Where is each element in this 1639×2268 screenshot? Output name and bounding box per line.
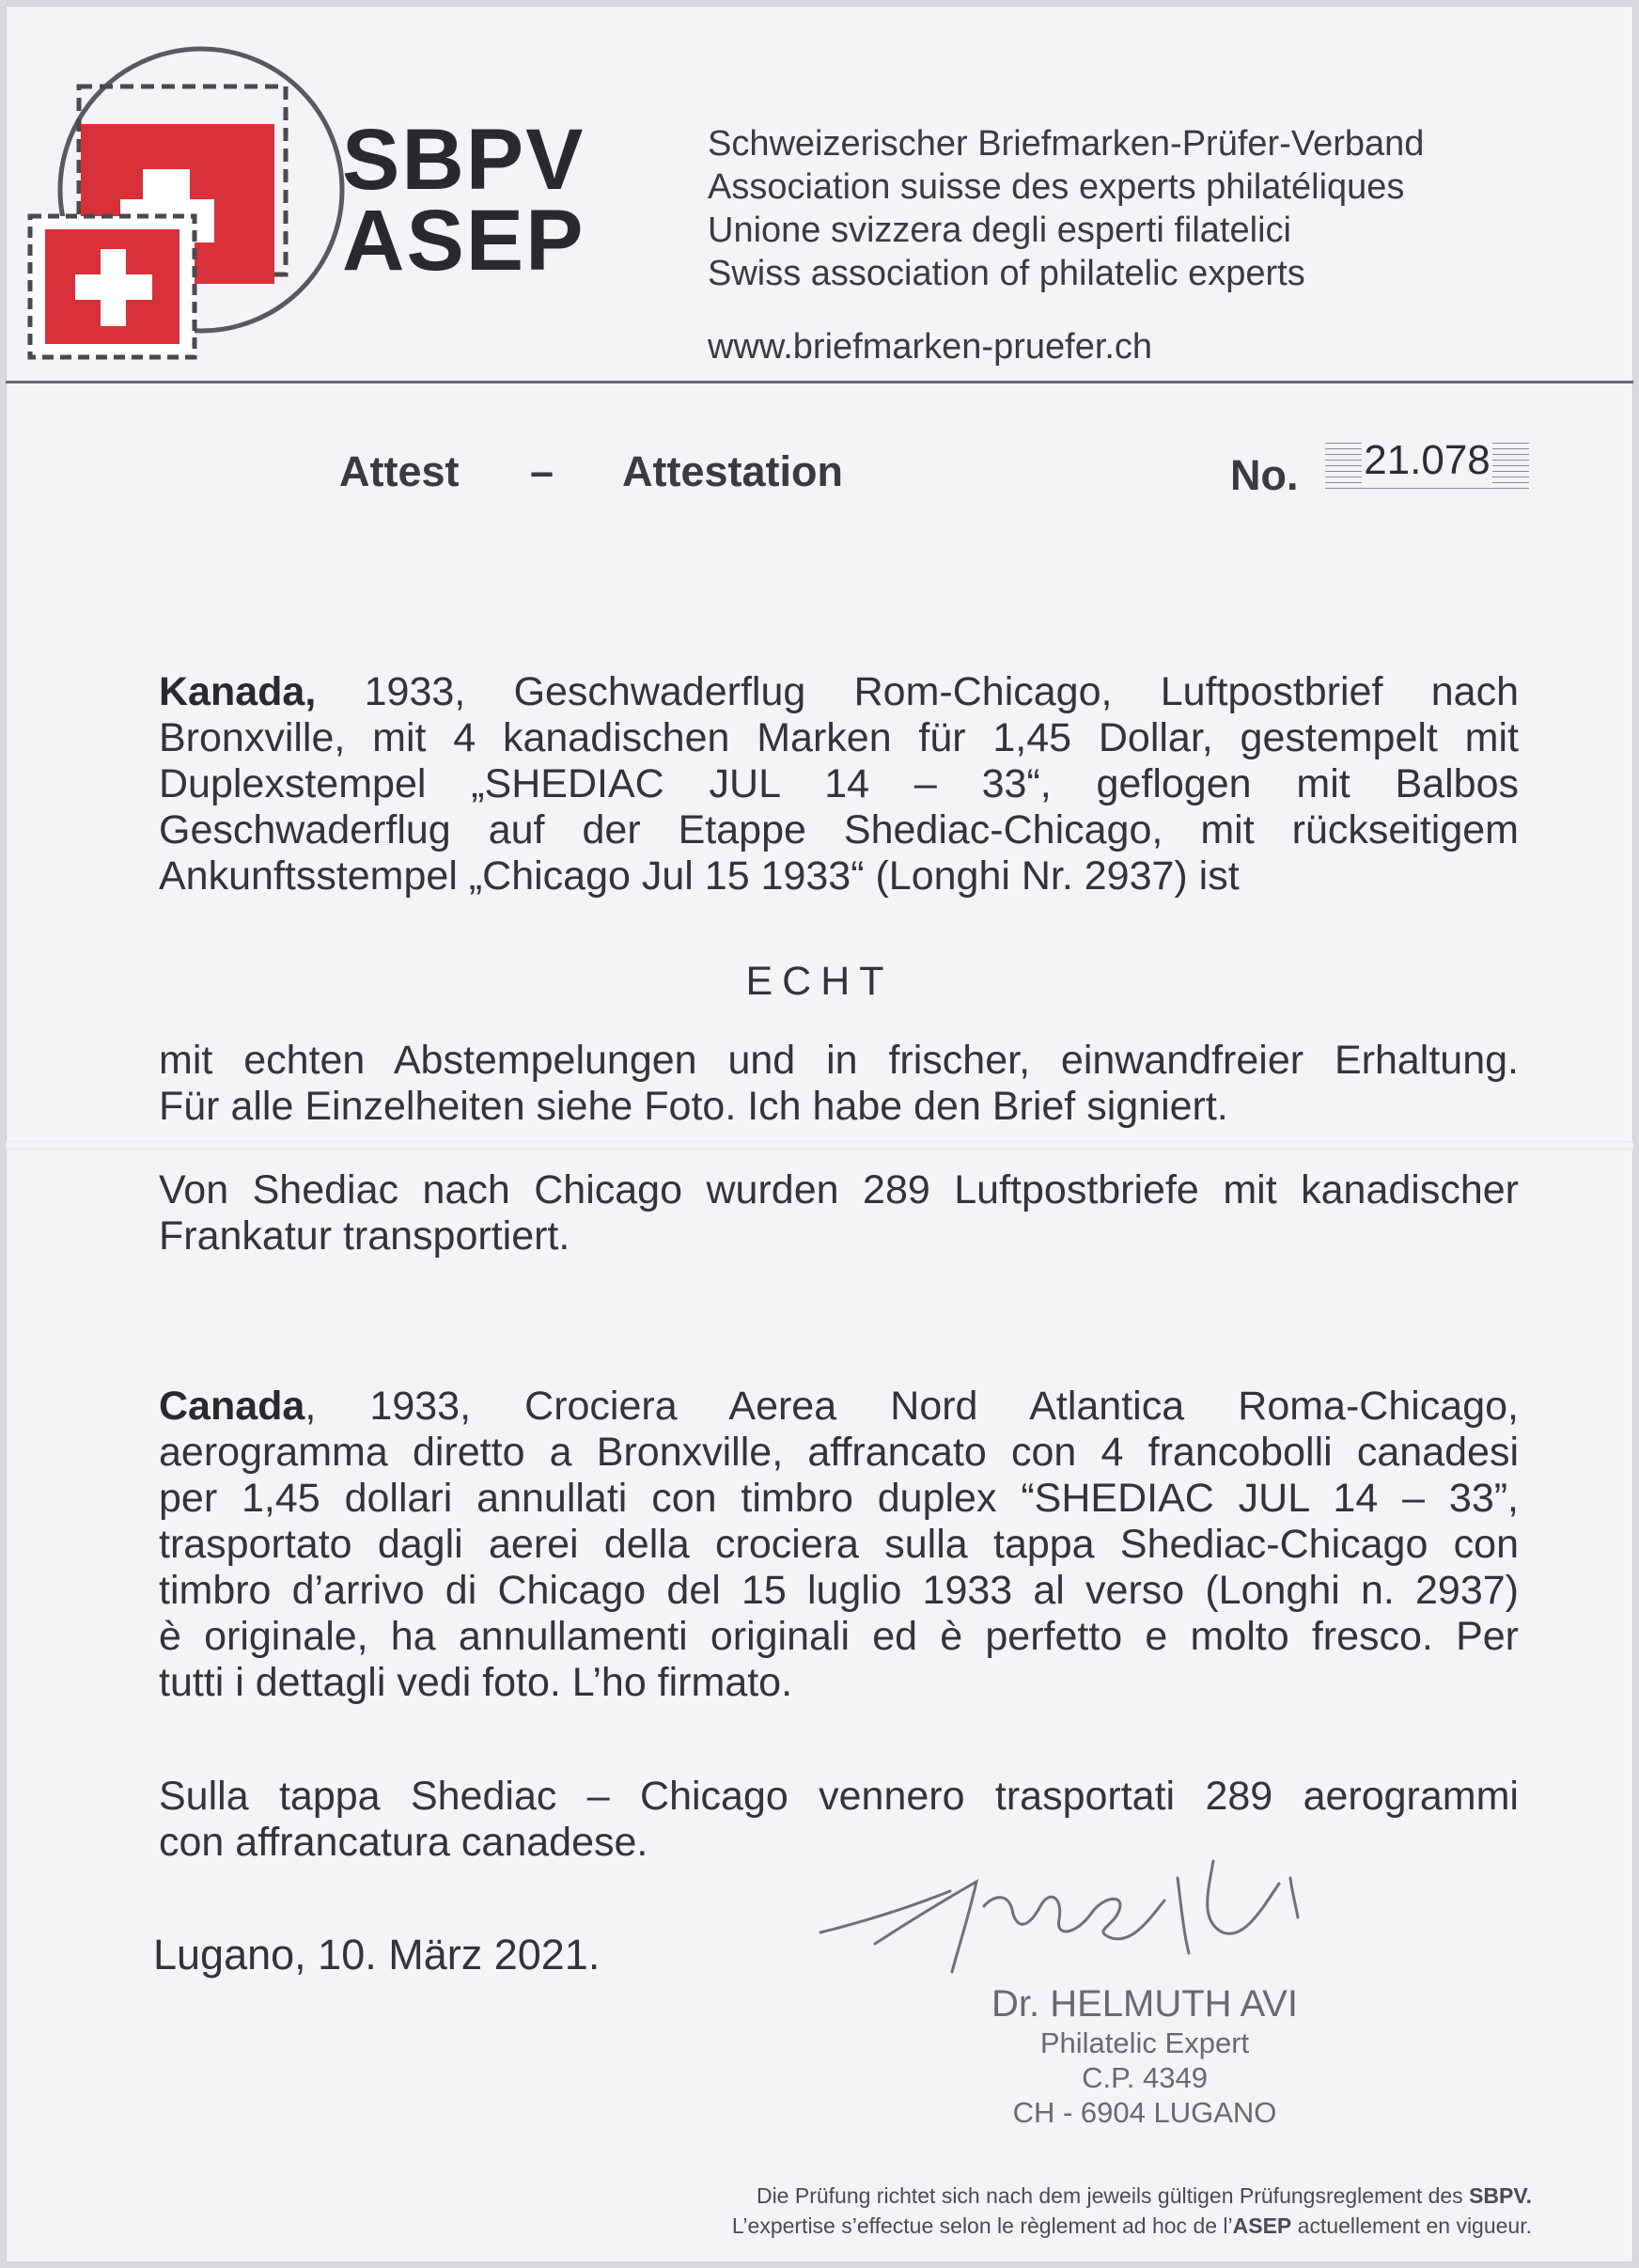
signer-block [947, 1982, 1342, 2130]
footer-line-fr: L’expertise s’effectue selon le règlement ad hoc de l’ASEP actuellement en vigueur. [731, 2213, 1532, 2238]
website-url: www.briefmarken-pruefer.ch [708, 327, 1153, 367]
association-names [708, 122, 1424, 295]
brand-sbpv: SBPV [342, 112, 585, 208]
italian-note-line-1: Sulla tappa Shediac – Chicago vennero trasportati 289 aerogrammi [159, 1774, 1519, 1819]
signer-name: Dr. HELMUTH AVI [991, 1983, 1298, 2025]
german-note [159, 1167, 1519, 1259]
assoc-name-it: Unione svizzera degli esperti filatelici [708, 211, 1291, 250]
german-condition [159, 1038, 1519, 1130]
title-dash: – [530, 447, 554, 495]
brand-acronyms [342, 112, 585, 289]
german-line-2: Bronxville, mit 4 kanadischen Marken für 1,45 Dollar, gestempelt mit [159, 715, 1519, 760]
attest-number-label: No. [1230, 451, 1299, 499]
signer-title: Philatelic Expert [1039, 2026, 1250, 2059]
assoc-name-en: Swiss association of philatelic experts [708, 254, 1305, 293]
country-it: Canada [159, 1384, 305, 1429]
italian-line-6: è originale, ha annullamenti originali ed è perfetto e molto fresco. Per [159, 1614, 1519, 1659]
german-line-4: Geschwaderflug auf der Etappe Shediac-Chicago, mit rückseitigem [159, 807, 1519, 852]
place-and-date: Lugano, 10. März 2021. [153, 1931, 601, 1979]
paper-fold [6, 1141, 1633, 1150]
german-description [159, 669, 1519, 899]
italian-line-7: tutti i dettagli vedi foto. L’ho firmato. [159, 1660, 793, 1705]
sbpv-logo [23, 30, 361, 368]
verdict-echt: ECHT [745, 959, 894, 1004]
title-attestation: Attestation [622, 447, 843, 495]
country-de: Kanada, [159, 669, 317, 714]
italian-note-line-2: con affrancatura canadese. [159, 1820, 648, 1865]
condition-line-1: mit echten Abstempelungen und in frischer, einwandfreier Erhaltung. [159, 1038, 1519, 1083]
italian-line-1: Canada, 1933, Crociera Aerea Nord Atlantica Roma-Chicago, [159, 1384, 1519, 1429]
assoc-name-fr: Association suisse des experts philatéliques [708, 167, 1405, 207]
assoc-name-de: Schweizerischer Briefmarken-Prüfer-Verband [708, 124, 1425, 164]
signer-city: CH - 6904 LUGANO [1012, 2096, 1277, 2129]
title-attest: Attest [339, 447, 460, 495]
handwritten-signature [809, 1840, 1382, 1981]
italian-line-3: per 1,45 dollari annullati con timbro duplex “SHEDIAC JUL 14 – 33”, [159, 1476, 1519, 1521]
german-note-line-1: Von Shediac nach Chicago wurden 289 Luftpostbriefe mit kanadischer [159, 1167, 1519, 1212]
italian-line-4: trasportato dagli aerei della crociera sulla tappa Shediac-Chicago con [159, 1522, 1519, 1567]
attest-number-value: 21.078 [1364, 437, 1491, 483]
attest-document [6, 6, 1633, 2262]
german-line-1: Kanada, 1933, Geschwaderflug Rom-Chicago, Luftpostbrief nach [159, 669, 1519, 714]
italian-description [159, 1384, 1519, 1706]
footer-notice [732, 2181, 1532, 2241]
signer-po-box: C.P. 4349 [1082, 2061, 1208, 2094]
german-line-5: Ankunftsstempel „Chicago Jul 15 1933“ (Longhi Nr. 2937) ist [159, 853, 1240, 899]
brand-asep: ASEP [342, 193, 585, 289]
condition-line-2: Für alle Einzelheiten siehe Foto. Ich habe den Brief signiert. [159, 1084, 1228, 1129]
header-divider [6, 381, 1633, 383]
attest-number-field [1325, 438, 1529, 493]
italian-line-2: aerogramma diretto a Bronxville, affrancato con 4 francobolli canadesi [159, 1430, 1519, 1475]
german-line-3: Duplexstempel „SHEDIAC JUL 14 – 33“, geflogen mit Balbos [159, 761, 1519, 806]
footer-line-de: Die Prüfung richtet sich nach dem jeweils gültigen Prüfungsreglement des SBPV. [756, 2183, 1532, 2208]
german-note-line-2: Frankatur transportiert. [159, 1213, 570, 1259]
italian-line-5: timbro d’arrivo di Chicago del 15 luglio 1933 al verso (Longhi n. 2937) [159, 1568, 1519, 1613]
